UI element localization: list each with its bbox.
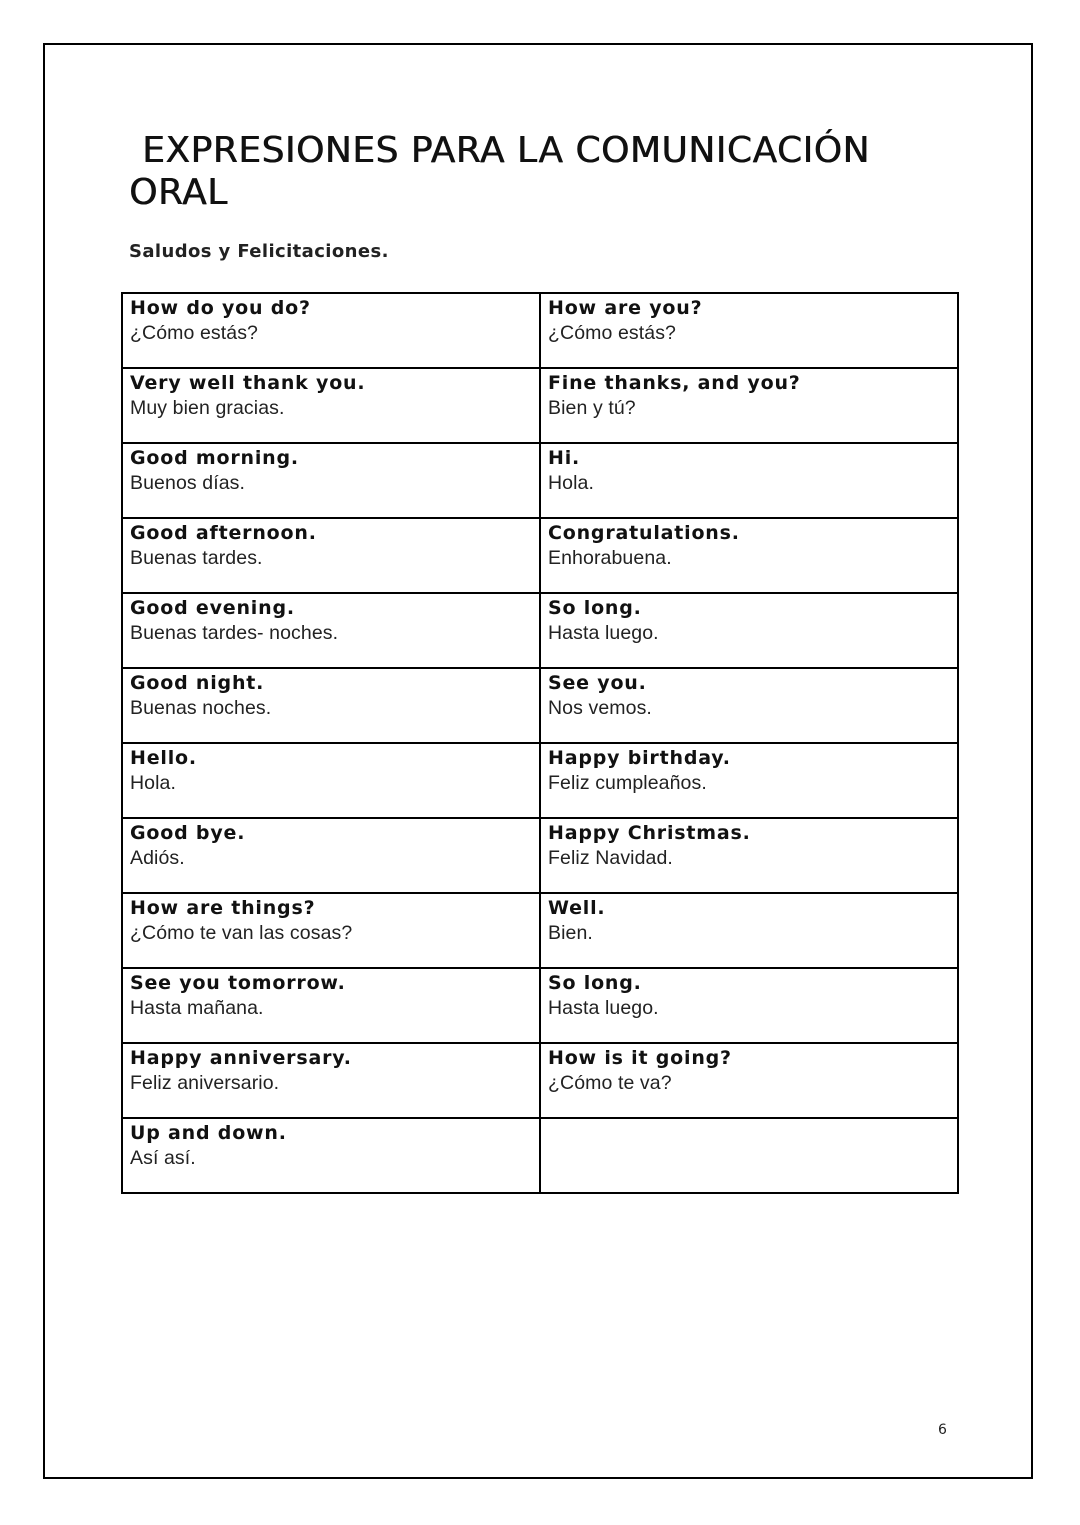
spanish-translation: Bien y tú?: [548, 397, 636, 419]
english-phrase: So long.: [548, 597, 642, 619]
table-cell: [540, 593, 958, 668]
english-phrase: Well.: [548, 897, 606, 919]
table-row: [122, 1043, 958, 1118]
english-phrase: Good morning.: [130, 447, 299, 469]
table-cell: [540, 743, 958, 818]
english-phrase: Very well thank you.: [130, 372, 366, 394]
english-phrase: How is it going?: [548, 1047, 732, 1069]
spanish-translation: Enhorabuena.: [548, 547, 672, 569]
table-cell: [540, 893, 958, 968]
english-phrase: Good night.: [130, 672, 265, 694]
spanish-translation: Hola.: [130, 772, 177, 794]
spanish-translation: Feliz aniversario.: [130, 1072, 280, 1094]
table-row: [122, 293, 958, 368]
spanish-translation: Feliz cumpleaños.: [548, 772, 707, 794]
table-cell: [122, 1043, 540, 1118]
table-row: [122, 593, 958, 668]
spanish-translation: Hasta mañana.: [130, 997, 264, 1019]
table-cell-empty: [540, 1118, 958, 1193]
table-row: [122, 1118, 958, 1193]
spanish-translation: Así así.: [130, 1147, 196, 1169]
table-cell: [122, 293, 540, 368]
table-cell: [540, 1043, 958, 1118]
table-cell: [540, 668, 958, 743]
spanish-translation: Buenas tardes.: [130, 547, 263, 569]
table-cell: [122, 1118, 540, 1193]
spanish-translation: Feliz Navidad.: [548, 847, 673, 869]
english-phrase: Up and down.: [130, 1122, 287, 1144]
table-cell: [122, 593, 540, 668]
english-phrase: Happy Christmas.: [548, 822, 751, 844]
spanish-translation: Buenas tardes- noches.: [130, 622, 339, 644]
english-phrase: How are things?: [130, 897, 316, 919]
table-cell: [122, 668, 540, 743]
table-cell: [122, 368, 540, 443]
spanish-translation: ¿Cómo te va?: [548, 1072, 672, 1094]
spanish-translation: Hasta luego.: [548, 997, 659, 1019]
table-cell: [122, 743, 540, 818]
english-phrase: Happy anniversary.: [130, 1047, 352, 1069]
spanish-translation: ¿Cómo estás?: [130, 322, 258, 344]
table-cell: [540, 518, 958, 593]
page-title-line-2: ORAL: [129, 172, 228, 213]
table-cell: [122, 968, 540, 1043]
english-phrase: Good afternoon.: [130, 522, 317, 544]
english-phrase: How do you do?: [130, 297, 311, 319]
english-phrase: Congratulations.: [548, 522, 740, 544]
table-row: [122, 743, 958, 818]
table-cell: [122, 818, 540, 893]
table-row: [122, 668, 958, 743]
english-phrase: Happy birthday.: [548, 747, 731, 769]
section-subtitle: Saludos y Felicitaciones.: [129, 241, 389, 262]
english-phrase: So long.: [548, 972, 642, 994]
english-phrase: Hello.: [130, 747, 197, 769]
spanish-translation: Bien.: [548, 922, 593, 944]
english-phrase: Fine thanks, and you?: [548, 372, 801, 394]
spanish-translation: ¿Cómo te van las cosas?: [130, 922, 353, 944]
page-title-line-1: EXPRESIONES PARA LA COMUNICACIÓN: [142, 130, 870, 171]
spanish-translation: Hola.: [548, 472, 595, 494]
page-number: 6: [938, 1422, 947, 1438]
spanish-translation: Nos vemos.: [548, 697, 652, 719]
table-row: [122, 443, 958, 518]
table-row: [122, 968, 958, 1043]
table-row: [122, 893, 958, 968]
english-phrase: Hi.: [548, 447, 581, 469]
table-row: [122, 818, 958, 893]
spanish-translation: Hasta luego.: [548, 622, 659, 644]
table-cell: [122, 443, 540, 518]
english-phrase: See you.: [548, 672, 647, 694]
table-cell: [122, 518, 540, 593]
table-cell: [540, 368, 958, 443]
table-row: [122, 368, 958, 443]
spanish-translation: Muy bien gracias.: [130, 397, 285, 419]
spanish-translation: ¿Cómo estás?: [548, 322, 676, 344]
spanish-translation: Buenas noches.: [130, 697, 272, 719]
table-row: [122, 518, 958, 593]
table-cell: [122, 893, 540, 968]
table-cell: [540, 293, 958, 368]
spanish-translation: Adiós.: [130, 847, 185, 869]
table-cell: [540, 443, 958, 518]
english-phrase: Good evening.: [130, 597, 295, 619]
phrase-table: [121, 292, 959, 1194]
english-phrase: See you tomorrow.: [130, 972, 346, 994]
table-cell: [540, 818, 958, 893]
english-phrase: Good bye.: [130, 822, 246, 844]
english-phrase: How are you?: [548, 297, 703, 319]
table-cell: [540, 968, 958, 1043]
page-title: [129, 130, 929, 214]
spanish-translation: Buenos días.: [130, 472, 246, 494]
